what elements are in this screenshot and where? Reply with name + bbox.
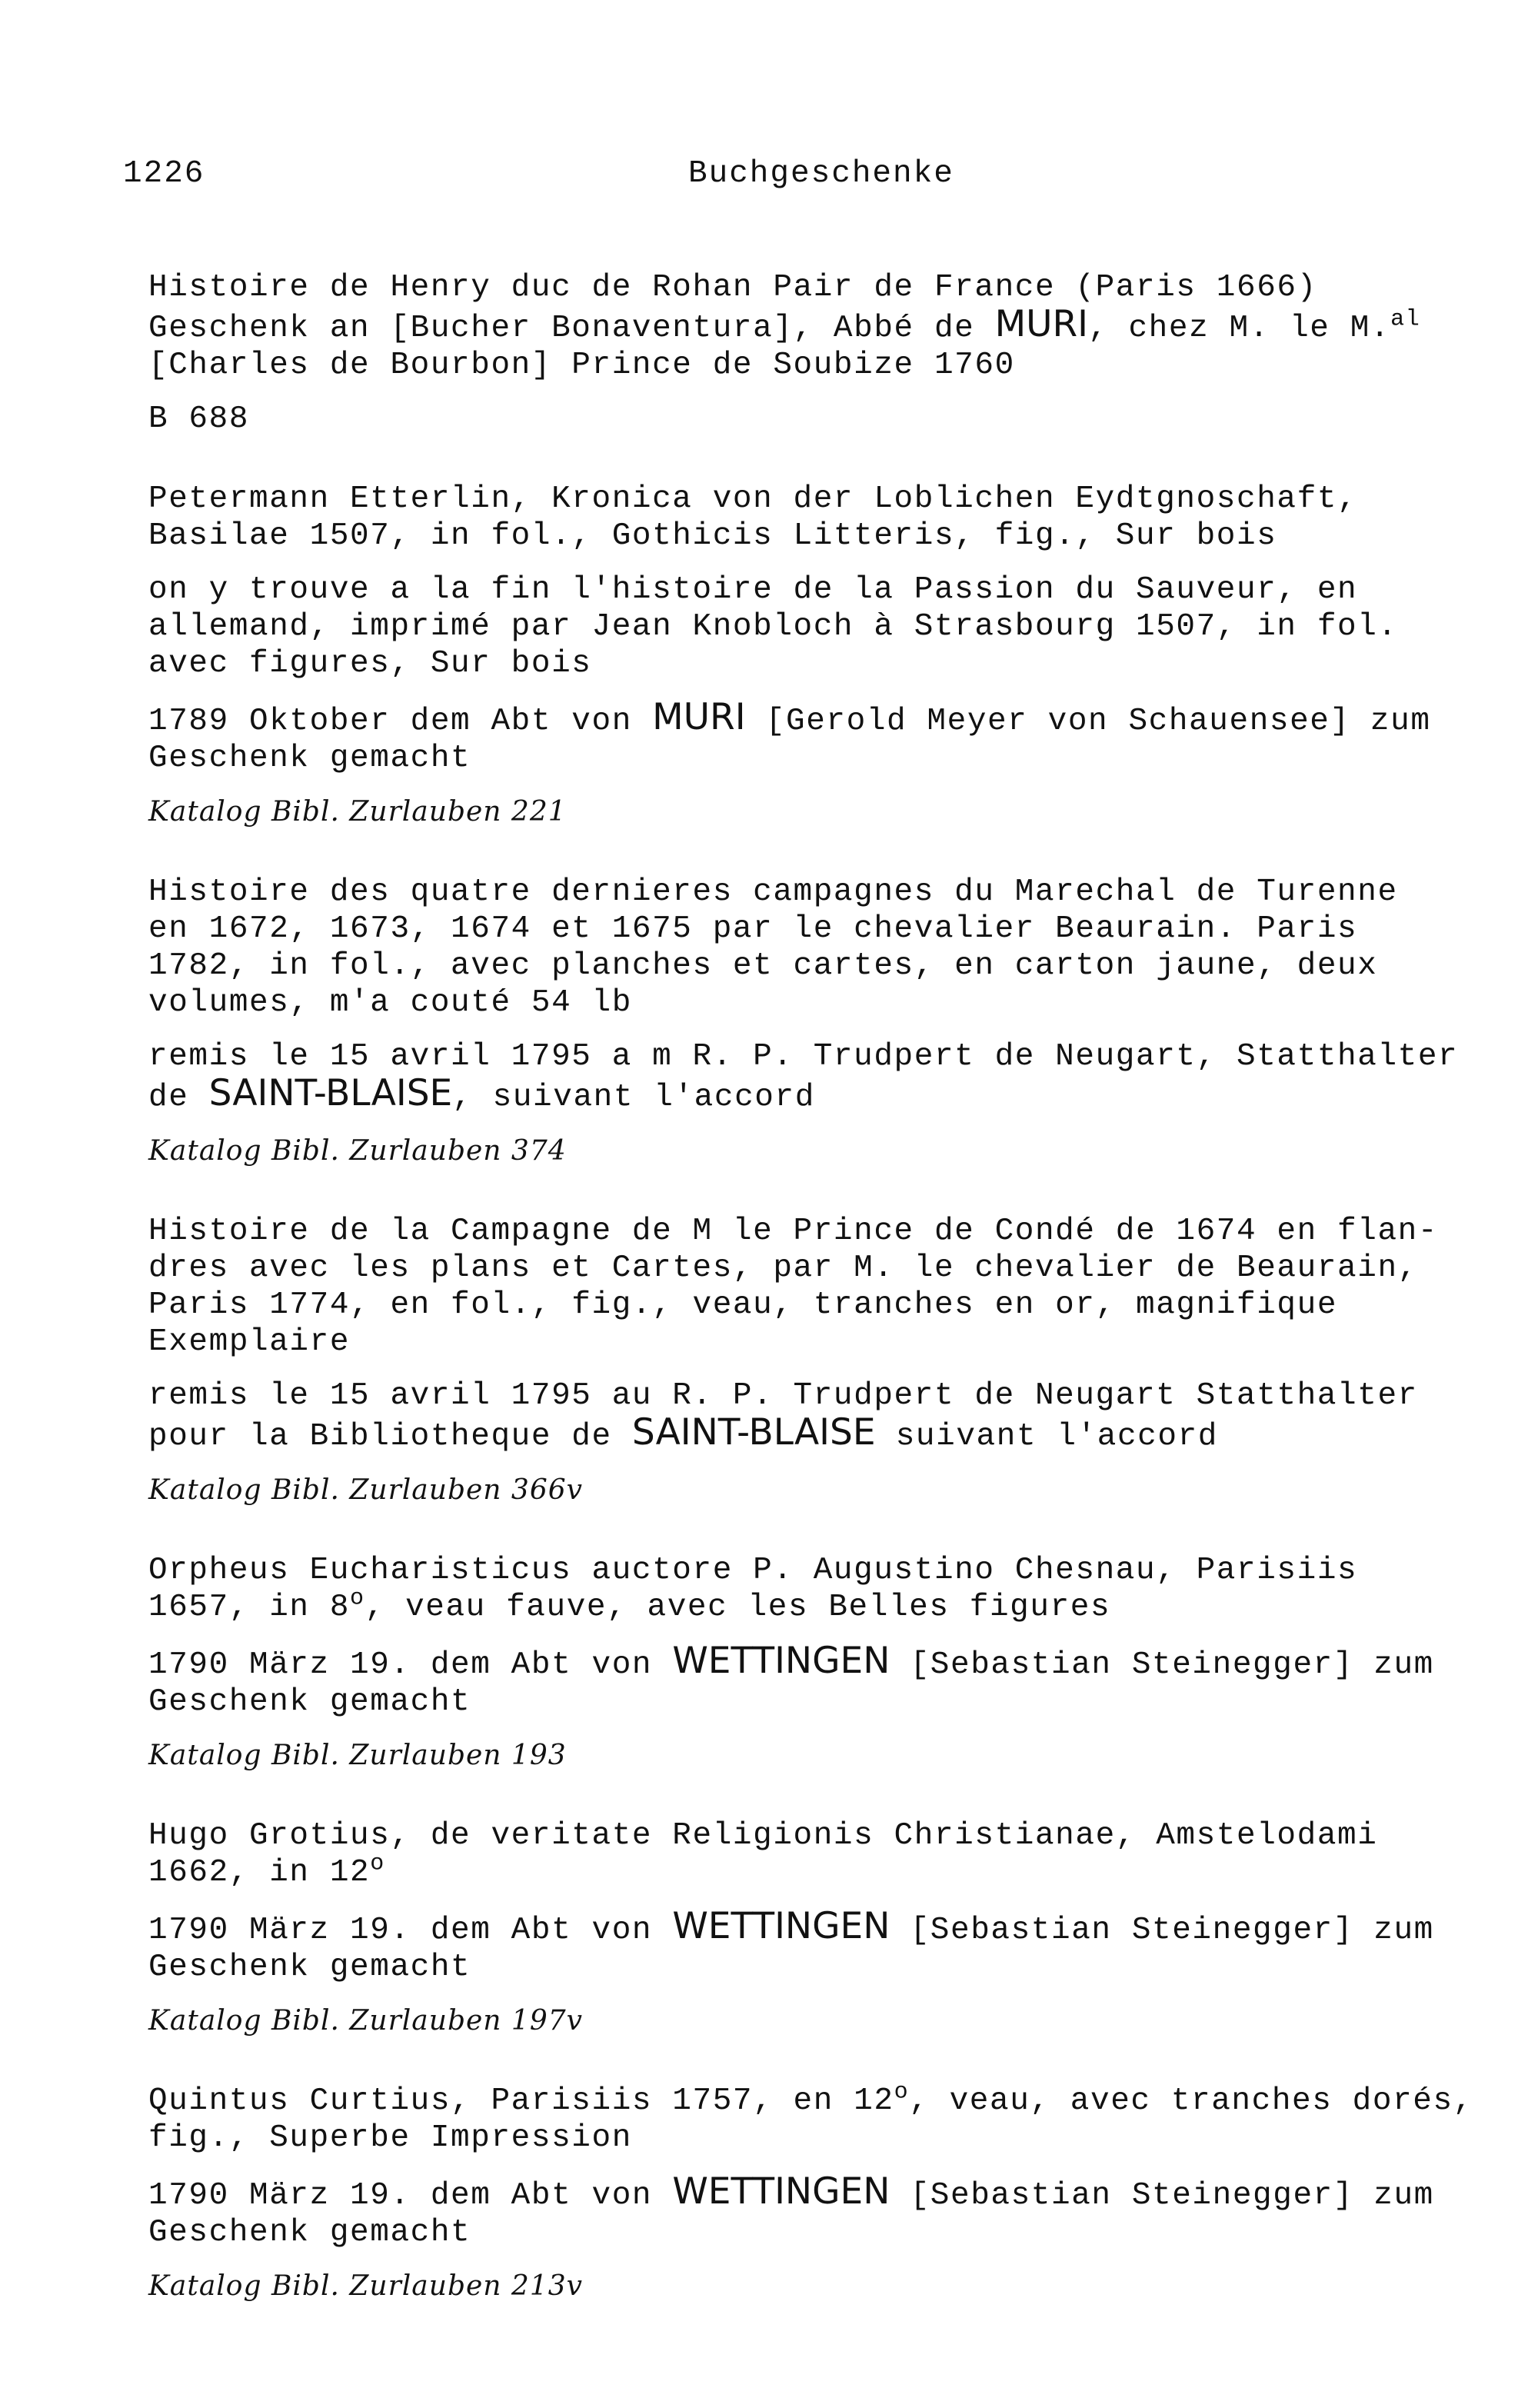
entry-title [148,1817,1517,1891]
catalog-reference: Katalog Bibl. Zurlauben 193 [148,1740,567,1771]
entry-note: on y trouve a la fin l'histoire de la Passion du Sauveur, en allemand, imprimé par Jean Knobloch à Strasbourg 1507, in fol. avec figures, Sur bois [148,572,1398,681]
title-text: , veau, avec tranches dorés, fig., Superbe Impression [148,2083,1473,2156]
gift-text: remis le 15 avril 1795 au R. P. Trudpert de Neugart Statthalter pour la Bibliotheque de [148,1378,1418,1454]
catalog-reference: Katalog Bibl. Zurlauben 197v [148,2005,583,2037]
entry-title: Histoire des quatre dernieres campagnes du Marechal de Turenne en 1672, 1673, 1674 et 1675 par le chevalier Beaurain. Paris 1782, in fol., avec planches et cartes, en carton jaune, deux volumes, m'a couté 54 lb [148,874,1398,1021]
catalog-reference: Katalog Bibl. Zurlauben 366v [148,1474,583,1506]
entry-turenne [148,874,1517,1170]
gift-text: [Sebastian Steinegger] zum Geschenk gemacht [148,1913,1434,1985]
entry-orpheus [148,1552,1517,1774]
place-name: MURI [994,303,1089,345]
entry-title: Histoire de la Campagne de M le Prince de Condé de 1674 en flan- dres avec les plans et Cartes, par M. le chevalier de Beaurain, Paris 1774, en fol., fig., veau, tranches en or, magnifique Exemplaire [148,1214,1439,1360]
superscript: al [1390,306,1421,333]
running-title: Buchgeschenke [688,156,954,192]
entry-grotius [148,1817,1517,2040]
title-text: Hugo Grotius, de veritate Religionis Christianae, Amstelodami 1662, in 12 [148,1818,1378,1890]
gift-note [148,1640,1517,1720]
gift-note [148,696,1517,777]
shelf-signature: B 688 [148,401,250,437]
gift-text: [Sebastian Steinegger] zum Geschenk gemacht [148,2178,1434,2250]
gift-text: 1790 März 19. dem Abt von [148,2178,673,2213]
superscript: o [894,2079,910,2106]
place-name: SAINT-BLAISE [208,1072,453,1114]
place-name: SAINT-BLAISE [631,1411,876,1454]
title-text: Orpheus Eucharisticus auctore P. Augustino Chesnau, Parisiis 1657, in 8 [148,1553,1358,1625]
gift-text: 1790 März 19. dem Abt von [148,1647,673,1683]
gift-note [148,2170,1517,2251]
place-name: WETTINGEN [672,1905,891,1947]
gift-text: [Gerold Meyer von Schauensee] zum Geschenk gemacht [148,704,1431,776]
catalog-reference: Katalog Bibl. Zurlauben 213v [148,2270,583,2302]
title-text: [Charles de Bourbon] Prince de Soubize 1760 [148,348,1015,383]
gift-note [148,1377,1517,1455]
place-name: WETTINGEN [672,1640,891,1682]
gift-text: , suivant l'accord [452,1080,815,1115]
entry-title [148,2079,1517,2157]
gift-text: remis le 15 avril 1795 a m R. P. Trudpert de Neugart, Statthalter de [148,1039,1459,1115]
superscript: o [370,1850,385,1877]
gift-note [148,1038,1517,1116]
title-text: Quintus Curtius, Parisiis 1757, en 12 [148,2083,894,2119]
page-number: 1226 [123,156,205,192]
page-header [123,156,1515,202]
entry-title: Petermann Etterlin, Kronica von der Loblichen Eydtgnoschaft, Basilae 1507, in fol., Gothicis Litteris, fig., Sur bois [148,481,1358,554]
catalog-reference: Katalog Bibl. Zurlauben 221 [148,796,567,828]
entry-rohan [148,269,1517,438]
entries-list [148,269,1517,2348]
entry-curtius [148,2079,1517,2305]
title-text: , veau fauve, avec les Belles figures [365,1590,1111,1625]
entry-etterlin [148,481,1517,831]
place-name: WETTINGEN [672,2170,891,2213]
superscript: o [350,1585,365,1612]
place-name: MURI [652,696,746,738]
gift-text: 1790 März 19. dem Abt von [148,1913,673,1948]
entry-conde [148,1213,1517,1509]
title-text: , chez M. le M. [1088,311,1391,346]
gift-note [148,1905,1517,1986]
entry-title [148,269,1517,384]
gift-text: 1789 Oktober dem Abt von [148,704,653,739]
catalog-reference: Katalog Bibl. Zurlauben 374 [148,1135,567,1167]
entry-title [148,1552,1517,1626]
title-text: Histoire de Henry duc de Rohan Pair de France (Paris 1666) Geschenk an [Bucher Bonaventura], Abbé de [148,270,1317,346]
gift-text: suivant l'accord [875,1419,1218,1454]
gift-text: [Sebastian Steinegger] zum Geschenk gemacht [148,1647,1434,1720]
